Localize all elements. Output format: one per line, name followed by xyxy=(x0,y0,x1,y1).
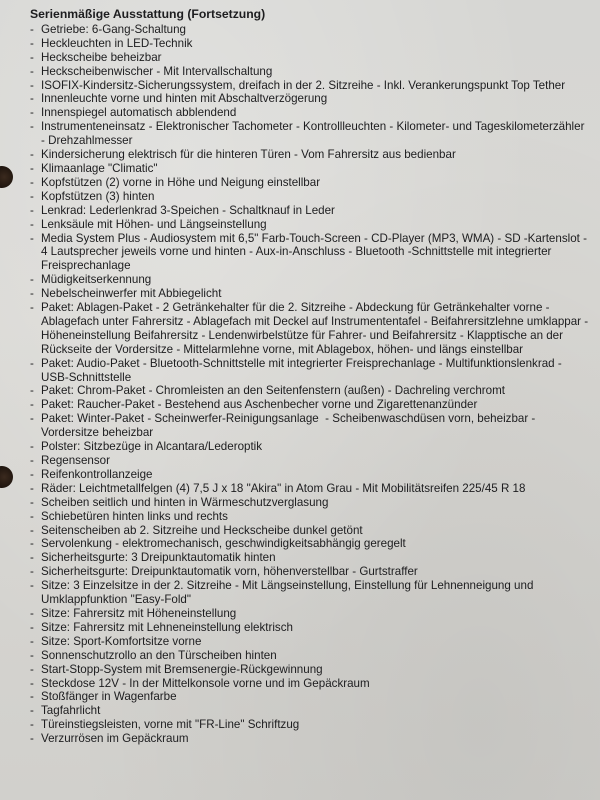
list-item xyxy=(30,287,590,301)
list-item-text: Reifenkontrollanzeige xyxy=(41,467,153,481)
list-item-text: Sitze: Fahrersitz mit Lehneneinstellung elektrisch xyxy=(41,620,293,634)
list-item-text: Steckdose 12V - In der Mittelkonsole vorne und im Gepäckraum xyxy=(41,676,370,690)
list-item xyxy=(30,524,590,538)
list-item-text: Instrumenteneinsatz - Elektronischer Tachometer - Kontrollleuchten - Kilometer- und Tageskilometerzähler - Drehzahlmesser xyxy=(41,120,588,148)
list-item xyxy=(30,607,590,621)
list-item xyxy=(30,663,590,677)
list-item-text: Servolenkung - elektromechanisch, geschwindigkeitsabhängig geregelt xyxy=(41,537,406,551)
list-item-text: Polster: Sitzbezüge in Alcantara/Lederoptik xyxy=(41,440,263,454)
list-item xyxy=(30,51,590,65)
list-item xyxy=(30,232,590,274)
list-item xyxy=(30,440,590,454)
list-item-text: Paket: Audio-Paket - Bluetooth-Schnittstelle mit integrierter Freisprechanlage - Multifunktionslenkrad - USB-Schnittstelle xyxy=(41,356,565,384)
list-item xyxy=(30,718,590,732)
list-item xyxy=(30,23,590,37)
list-item xyxy=(30,565,590,579)
list-item-text: Heckscheibenwischer - Mit Intervallschaltung xyxy=(41,64,273,78)
list-item-text: Regensensor xyxy=(41,454,110,467)
list-item xyxy=(30,454,590,468)
list-item xyxy=(30,621,590,635)
list-item-text: Media System Plus - Audiosystem mit 6,5" Farb-Touch-Screen - CD-Player (MP3, WMA) - SD -Kartenslot - 4 Lautsprecher jeweils vorne und hinten - Aux-in-Anschluss - Bluetooth -Schnittstelle mit integrierter Freisprechanlage xyxy=(41,231,591,273)
list-item xyxy=(30,482,590,496)
list-item xyxy=(30,37,590,51)
list-item-text: Kopfstützen (3) hinten xyxy=(41,189,155,203)
list-item-text: Nebelscheinwerfer mit Abbiegelicht xyxy=(41,287,222,301)
list-item-text: Klimaanlage "Climatic" xyxy=(41,161,158,175)
list-item xyxy=(30,79,590,93)
list-item xyxy=(30,398,590,412)
list-item xyxy=(30,704,590,718)
document-body xyxy=(30,8,590,746)
list-item-text: Kopfstützen (2) vorne in Höhe und Neigung einstellbar xyxy=(41,175,321,189)
list-item xyxy=(30,190,590,204)
list-item-text: Paket: Chrom-Paket - Chromleisten an den Seitenfenstern (außen) - Dachreling verchromt xyxy=(41,384,505,398)
list-item-text: Räder: Leichtmetallfelgen (4) 7,5 J x 18 "Akira" in Atom Grau - Mit Mobilitätsreifen 225/45 R 18 xyxy=(41,481,526,495)
punch-hole xyxy=(0,466,13,488)
list-item-text: Innenspiegel automatisch abblendend xyxy=(41,106,237,120)
list-item-text: Sonnenschutzrollo an den Türscheiben hinten xyxy=(41,648,277,662)
list-item-text: Paket: Raucher-Paket - Bestehend aus Aschenbecher vorne und Zigarettenanzünder xyxy=(41,398,478,412)
list-item-text: Sicherheitsgurte: Dreipunktautomatik vorn, höhenverstellbar - Gurtstraffer xyxy=(41,565,418,579)
list-item xyxy=(30,412,590,440)
list-item-text: Paket: Ablagen-Paket - 2 Getränkehalter für die 2. Sitzreihe - Abdeckung für Getränkehalter vorne - Ablagefach unter Fahrersitz - Ablagefach mit Deckel auf Instrumententafel - Beifahrersitzlehne umklappar - Höheneinstellung Beifahrersitz - Lendenwirbelstütze für Fahrer- und Beifahrersitz - Klapptische an der Rückseite der Vordersitze - Mittelarmlehne vorne, mit Ablagebox, höhen- und längs einstellbar xyxy=(41,301,592,356)
list-item-text: Seitenscheiben ab 2. Sitzreihe und Heckscheibe dunkel getönt xyxy=(41,523,363,537)
list-item xyxy=(30,148,590,162)
list-item-text: Verzurrösen im Gepäckraum xyxy=(41,732,189,746)
list-item xyxy=(30,92,590,106)
list-item xyxy=(30,635,590,649)
list-item xyxy=(30,510,590,524)
list-item-text: Sitze: 3 Einzelsitze in der 2. Sitzreihe - Mit Längseinstellung, Einstellung für Lehnenneigung und Umklappfunktion "Easy-Fold" xyxy=(41,579,537,607)
list-item-text: Türeinstiegsleisten, vorne mit "FR-Line" Schriftzug xyxy=(41,718,300,732)
list-item xyxy=(30,551,590,565)
list-item xyxy=(30,579,590,607)
list-item-text: Scheiben seitlich und hinten in Wärmeschutzverglasung xyxy=(41,495,329,509)
list-item xyxy=(30,218,590,232)
list-item-text: Müdigkeitserkennung xyxy=(41,273,152,287)
list-item-text: Paket: Winter-Paket - Scheinwerfer-Reinigungsanlage - Scheibenwaschdüsen vorn, beheizbar - Vordersitze beheizbar xyxy=(41,412,539,440)
list-item-text: Heckscheibe beheizbar xyxy=(41,50,162,64)
list-item xyxy=(30,677,590,691)
list-item-text: Sitze: Fahrersitz mit Höheneinstellung xyxy=(41,606,237,620)
list-item-text: Sicherheitsgurte: 3 Dreipunktautomatik hinten xyxy=(41,551,276,565)
list-item xyxy=(30,204,590,218)
list-item xyxy=(30,468,590,482)
list-item xyxy=(30,537,590,551)
list-item xyxy=(30,120,590,148)
list-item xyxy=(30,162,590,176)
list-item-text: Start-Stopp-System mit Bremsenergie-Rückgewinnung xyxy=(41,662,323,676)
list-item xyxy=(30,690,590,704)
list-item-text: Schiebetüren hinten links und rechts xyxy=(41,509,228,523)
list-item xyxy=(30,65,590,79)
list-item-text: Getriebe: 6-Gang-Schaltung xyxy=(41,22,187,36)
list-item xyxy=(30,301,590,357)
list-item xyxy=(30,496,590,510)
list-item xyxy=(30,732,590,746)
list-item-text: Kindersicherung elektrisch für die hinteren Türen - Vom Fahrersitz aus bedienbar xyxy=(41,148,456,162)
punch-hole xyxy=(0,166,13,188)
list-item xyxy=(30,357,590,385)
list-item-text: Innenleuchte vorne und hinten mit Abschaltverzögerung xyxy=(41,92,328,106)
list-item xyxy=(30,384,590,398)
document-heading: Serienmäßige Ausstattung (Fortsetzung) xyxy=(30,7,266,21)
list-item xyxy=(30,649,590,663)
list-item xyxy=(30,106,590,120)
list-item xyxy=(30,176,590,190)
list-item-text: Lenkrad: Lederlenkrad 3-Speichen - Schaltknauf in Leder xyxy=(41,203,335,217)
list-item xyxy=(30,273,590,287)
list-item-text: Heckleuchten in LED-Technik xyxy=(41,36,193,50)
list-item-text: Sitze: Sport-Komfortsitze vorne xyxy=(41,634,202,648)
list-item-text: Stoßfänger in Wagenfarbe xyxy=(41,690,177,704)
list-item-text: ISOFIX-Kindersitz-Sicherungssystem, dreifach in der 2. Sitzreihe - Inkl. Verankerungspunkt Top Tether xyxy=(41,78,566,92)
list-item-text: Lenksäule mit Höhen- und Längseinstellung xyxy=(41,217,267,231)
list-item-text: Tagfahrlicht xyxy=(41,704,101,718)
equipment-list xyxy=(30,23,590,746)
